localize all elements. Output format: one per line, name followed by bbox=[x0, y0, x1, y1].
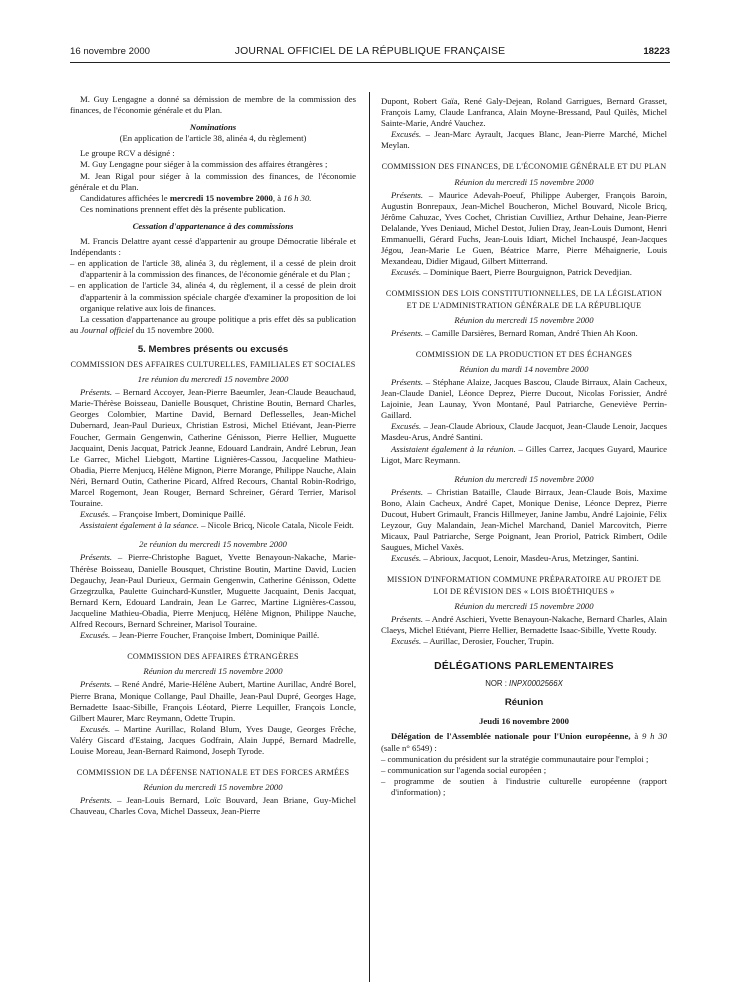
presents-paragraph: Présents. – Christian Bataille, Claude Birraux, Jean-Claude Bois, Maxime Bono, Alain Cacheux, André Capet, Monique Denise, Léonce Deprez, Pierre Ducout, Hubert Grimault, Francis Hillmeyer, Janine Jambu, André Lajoinie, Félix Leyzour, Guy Malandain, Jean-Michel Marchand, Daniel Marcovitch, Pierre Micaux, Paul Patriarche, Serge Poignant, Jean Proriol, Patrick Rimbert, Odile Saugues, Michel Vaxès. bbox=[381, 486, 667, 553]
presents-paragraph: Présents. – André Aschieri, Yvette Benayoun-Nakache, Bernard Charles, Alain Claeys, Michel Etiévant, Pierre Hellier, Bernadette Isaac-Sibille, Yvette Roudy. bbox=[381, 613, 667, 635]
nominations-p3: M. Jean Rigal pour siéger à la commission des finances, de l'économie générale et du Plan. bbox=[70, 170, 356, 192]
commission-title: COMMISSION DES AFFAIRES ÉTRANGÈRES bbox=[127, 652, 299, 662]
header-journal-title: JOURNAL OFFICIEL DE LA RÉPUBLIQUE FRANÇAISE bbox=[234, 46, 506, 57]
assistaient-paragraph: Assistaient également à la séance. – Nicole Bricq, Nicole Catala, Nicole Feidt. bbox=[80, 520, 354, 531]
nominations-p5: Ces nominations prennent effet dès la présente publication. bbox=[80, 203, 286, 214]
list-item: – communication du président sur la stratégie communautaire pour l'emploi ; bbox=[381, 753, 649, 764]
cessation-p1: M. Francis Delattre ayant cessé d'appartenir au groupe Démocratie libérale et Indépendants : bbox=[70, 236, 356, 258]
reunion-heading: Réunion bbox=[504, 697, 544, 709]
column-divider bbox=[369, 92, 370, 982]
nominations-subtitle: (En application de l'article 38, alinéa 4, du règlement) bbox=[119, 133, 307, 144]
list-item: – en application de l'article 34, alinéa 4, du règlement, il a cessé de plein droit d'appartenir à la commission spéciale chargée d'examiner la proposition de loi organique relative aux lois de finances. bbox=[70, 280, 356, 313]
left-column bbox=[70, 94, 356, 817]
assistaient-paragraph: Assistaient également à la réunion. – Gilles Carrez, Jacques Guyard, Maurice Ligot, Marc Reymann. bbox=[381, 443, 667, 465]
meeting-title: Réunion du mercredi 15 novembre 2000 bbox=[454, 600, 594, 611]
membres-section-title: 5. Membres présents ou excusés bbox=[137, 343, 289, 355]
excuses-paragraph: Excusés. – Dominique Baert, Pierre Bourguignon, Patrick Devedjian. bbox=[391, 267, 632, 278]
list-item: – communication sur l'agenda social européen ; bbox=[381, 764, 547, 775]
nominations-p2: M. Guy Lengagne pour siéger à la commission des affaires étrangères ; bbox=[80, 159, 328, 170]
excuses-paragraph: Excusés. – Françoise Imbert, Dominique Paillé. bbox=[80, 509, 246, 520]
meeting-title: Réunion du mercredi 15 novembre 2000 bbox=[454, 176, 594, 187]
nominations-title: Nominations bbox=[189, 122, 237, 133]
nominations-p1: Le groupe RCV a désigné : bbox=[80, 148, 175, 159]
commission-title: COMMISSION DES FINANCES, DE L'ÉCONOMIE GÉNÉRALE ET DU PLAN bbox=[381, 162, 667, 172]
intro-paragraph: M. Guy Lengagne a donné sa démission de membre de la commission des finances, de l'économie générale et du Plan. bbox=[70, 94, 356, 116]
page-header bbox=[70, 46, 670, 60]
presents-continuation: Dupont, Robert Gaïa, René Galy-Dejean, Roland Garrigues, Bernard Grasset, François Lamy, Claude Lanfranca, Alain Moyne-Bressand, Paul Quilès, Michel Sainte-Marie, André Vauchez. bbox=[381, 96, 667, 129]
excuses-paragraph: Excusés. – Abrioux, Jacquot, Lenoir, Masdeu-Arus, Metzinger, Santini. bbox=[391, 553, 639, 564]
presents-paragraph: Présents. – Pierre-Christophe Baguet, Yvette Benayoun-Nakache, Marie-Thérèse Boisseau, Danielle Bousquet, Christine Boutin, Martine David, Lucien Degauchy, Jean-Paul Durieux, Germain Gengenwin, Catherine Génisson, Odette Grzegrzulka, Paulette Guinchard-Kunstler, Muguette Jacquaint, Denis Jacquat, Bernard Kern, Edouard Landrain, Jean Le Garrec, Martine Lignières-Cassou, Jacqueline Mathieu-Obadia, Pierre Menjucq, Hélène Mignon, Philippe Nauche, Alfred Recours, Bernard Schreiner, Marisol Touraine. bbox=[70, 552, 356, 630]
header-date: 16 novembre 2000 bbox=[70, 46, 151, 57]
meeting-title: Réunion du mercredi 15 novembre 2000 bbox=[143, 666, 283, 677]
presents-paragraph: Présents. – Bernard Accoyer, Jean-Pierre Baeumler, Jean-Claude Beauchaud, Marie-Thérèse Boisseau, Danielle Bousquet, Christine Boutin, Bernard Charles, Georges Colombier, Martine David, Bernard Deflesselles, Jean-Michel Dubernard, Jean-Paul Durieux, Christian Estrosi, Michel Etiévant, Jean-Pierre Foucher, Germain Gengenwin, Catherine Génisson, Pierre Hellier, Muguette Jacquaint, Denis Jacquat, Patrick Jeanne, Edouard Landrain, André Lebrun, Jean Le Garrec, Michel Liebgott, Martine Lignières-Cassou, Jacqueline Mathieu-Obadia, Pierre Menjucq, Hélène Mignon, Pierre Morange, Philippe Nauche, Alain Néri, Bernard Outin, Catherine Picard, Alfred Recours, Chantal Robin-Rodrigo, Marcel Rogemont, Jean Rouger, Bernard Schreiner, Gérard Terrier, Marisol Touraine. bbox=[70, 387, 356, 509]
reunion-date: Jeudi 16 novembre 2000 bbox=[479, 716, 569, 727]
commission-title: COMMISSION DES AFFAIRES CULTURELLES, FAMILIALES ET SOCIALES bbox=[70, 359, 356, 369]
excuses-paragraph: Excusés. – Aurillac, Derosier, Foucher, Trupin. bbox=[391, 635, 554, 646]
meeting-title: Réunion du mercredi 15 novembre 2000 bbox=[454, 314, 594, 325]
delegations-title: DÉLÉGATIONS PARLEMENTAIRES bbox=[434, 661, 614, 673]
presents-paragraph: Présents. – Stéphane Alaize, Jacques Bascou, Claude Birraux, Alain Cacheux, Jean-Claude Daniel, Léonce Deprez, Pierre Ducout, Nicolas Forissier, André Lajoinie, Jean Launay, Yvon Montané, Paul Patriarche, Geneviève Perrin-Gaillard. bbox=[381, 376, 667, 421]
header-rule bbox=[70, 62, 670, 63]
cessation-p2: La cessation d'appartenance au groupe politique a pris effet dès sa publication au Journal officiel du 15 novembre 2000. bbox=[70, 313, 356, 335]
excuses-paragraph: Excusés. – Jean-Claude Abrioux, Claude Jacquot, Jean-Claude Lenoir, Jacques Masdeu-Arus, André Santini. bbox=[381, 421, 667, 443]
presents-paragraph: Présents. – René André, Marie-Hélène Aubert, Martine Aurillac, André Borel, Pierre Brana, Monique Collange, Paul Dhaille, Jean-Paul Dupré, Georges Hage, Bernadette Isaac-Sibille, François Léotard, Pierre Lequiller, François Loncle, Gilbert Maurer, Marc Reymann, Odette Trupin. bbox=[70, 679, 356, 723]
meeting-title: 2e réunion du mercredi 15 novembre 2000 bbox=[139, 539, 287, 550]
nor-reference: NOR : INPX0002566X bbox=[485, 679, 563, 689]
excuses-paragraph: Excusés. – Jean-Pierre Foucher, Françoise Imbert, Dominique Paillé. bbox=[80, 630, 320, 641]
meeting-title: Réunion du mardi 14 novembre 2000 bbox=[459, 363, 589, 374]
list-item: – en application de l'article 38, alinéa 3, du règlement, il a cessé de plein droit d'appartenir à la commission des finances, de l'économie générale et du Plan ; bbox=[70, 258, 356, 280]
presents-paragraph: Présents. – Maurice Adevah-Poeuf, Philippe Auberger, François Baroin, Augustin Bonrepaux, Jean-Michel Boucheron, Michel Bouvard, Nicole Bricq, Jérôme Cahuzac, Yves Cochet, Christian Cuvilliez, Arthur Dehaine, Jean-Pierre Delalande, Yves Deniaud, Michel Destot, Julien Dray, Jean-Louis Dumont, Henri Emmanuelli, Gérard Fuchs, Jean-Louis Idiart, Michel Inchauspé, Jean-Jacques Jégou, Jean-Marie Le Guen, Béatrice Marre, Pierre Méhaignerie, Louis Mexandeau, Didier Migaud, Gilbert Mitterrand. bbox=[381, 189, 667, 267]
presents-paragraph: Présents. – Camille Darsières, Bernard Roman, André Thien Ah Koon. bbox=[391, 327, 638, 338]
cessation-title: Cessation d'appartenance à des commissions bbox=[132, 220, 294, 231]
list-item: – programme de soutien à l'industrie culturelle européenne (rapport d'information) ; bbox=[381, 775, 667, 797]
excuses-paragraph: Excusés. – Jean-Marc Ayrault, Jacques Blanc, Jean-Pierre Marché, Michel Meylan. bbox=[381, 129, 667, 151]
commission-title: COMMISSION DE LA PRODUCTION ET DES ÉCHANGES bbox=[415, 349, 633, 359]
delegation-line: Délégation de l'Assemblée nationale pour l'Union européenne, à 9 h 30 (salle n° 6549) : bbox=[381, 731, 667, 753]
meeting-title: 1re réunion du mercredi 15 novembre 2000 bbox=[137, 374, 289, 385]
meeting-title: Réunion du mercredi 15 novembre 2000 bbox=[143, 782, 283, 793]
cessation-list bbox=[70, 258, 356, 313]
agenda-list bbox=[381, 754, 667, 798]
commission-title: COMMISSION DES LOIS CONSTITUTIONNELLES, DE LA LÉGISLATION ET DE L'ADMINISTRATION GÉNÉRALE DE LA RÉPUBLIQUE bbox=[385, 289, 663, 310]
header-page-number: 18223 bbox=[643, 46, 670, 57]
meeting-title: Réunion du mercredi 15 novembre 2000 bbox=[454, 473, 594, 484]
commission-title: COMMISSION DE LA DÉFENSE NATIONALE ET DES FORCES ARMÉES bbox=[76, 768, 350, 778]
mission-title: MISSION D'INFORMATION COMMUNE PRÉPARATOIRE AU PROJET DE LOI DE RÉVISION DES « LOIS BIOÉTHIQUES » bbox=[387, 575, 661, 596]
presents-paragraph: Présents. – Jean-Louis Bernard, Loïc Bouvard, Jean Briane, Guy-Michel Chauveau, Charles Cova, Michel Dasseux, Jean-Pierre bbox=[70, 795, 356, 817]
nominations-p4: Candidatures affichées le mercredi 15 novembre 2000, à 16 h 30. bbox=[80, 192, 312, 203]
right-column bbox=[381, 96, 667, 798]
excuses-paragraph: Excusés. – Martine Aurillac, Roland Blum, Yves Dauge, Georges Frêche, Valéry Giscard d'Estaing, Jacques Godfrain, Alain Juppé, Bernard Madrelle, Louise Moreau, Jean-Bernard Raimond, Joseph Tyrode. bbox=[70, 723, 356, 756]
